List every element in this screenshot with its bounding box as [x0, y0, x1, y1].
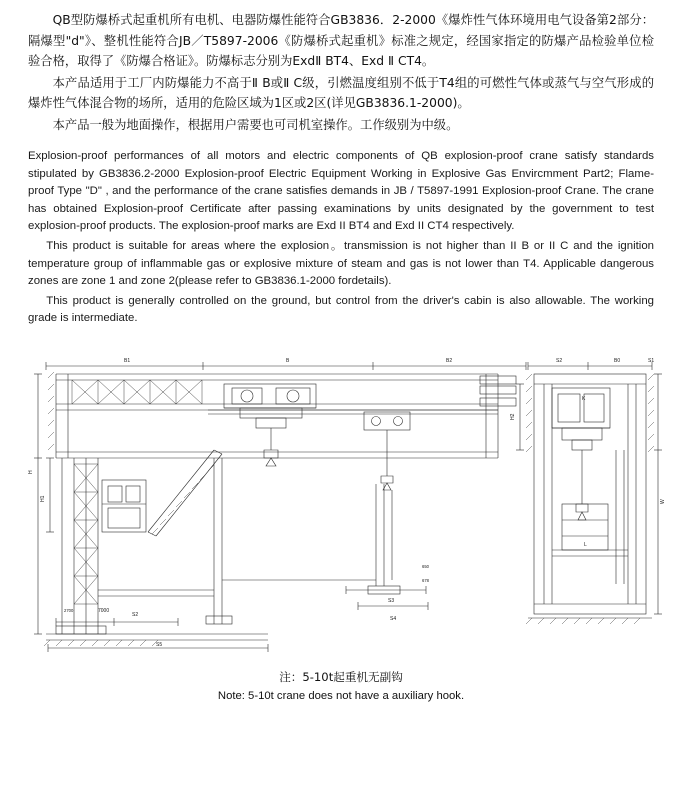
crane-drawing-svg — [28, 354, 666, 654]
label-B2: B2 — [446, 357, 453, 364]
label-S2-top: S2 — [556, 357, 563, 364]
label-S3: S3 — [388, 597, 395, 604]
label-B0: B0 — [614, 357, 621, 364]
figure-note — [28, 668, 654, 706]
label-B1: B1 — [124, 357, 131, 364]
label-S5: S5 — [156, 641, 163, 648]
chinese-text-block — [28, 10, 654, 135]
english-paragraph-3: This product is generally controlled on the ground, but control from the driver's cabin is also allowable. The working grade is intermediate. — [28, 294, 654, 325]
label-678: 678 — [422, 577, 429, 583]
label-2700: 2700 — [64, 607, 74, 613]
english-text-block — [28, 148, 654, 328]
label-B: B — [286, 357, 290, 364]
note-english: Note: 5-10t crane does not have a auxiliary hook. — [217, 689, 465, 702]
english-paragraph-2: This product is suitable for areas where the explosion。transmission is not higher than II B or II C and the ignition temperature group of inflammable gas or explosive mixture of steam and gas is not lower than T4. Applicable dangerous zones are zone 1 and zone 2(please refer to GB3836.1-2000 fordetails). — [28, 239, 654, 288]
label-H2: H2 — [510, 413, 516, 420]
label-L: L — [584, 541, 587, 548]
figure-dimension-labels — [28, 358, 666, 648]
label-W: W — [660, 499, 666, 504]
chinese-paragraph-2: 本产品适用于工厂内防爆能力不高于Ⅱ B或Ⅱ C级，引燃温度组别不低于T4组的可燃性气体或蒸气与空气形成的爆炸性气体混合物的场所，适用的危险区域为1区或2区(详见GB3836.1-2000)。 — [28, 75, 654, 110]
label-S4: S4 — [390, 615, 397, 622]
label-K: K — [582, 395, 586, 402]
english-paragraph-1: Explosion-proof performances of all motors and electric components of QB explosion-proof crane satisfy standards stipulated by GB3836.2-2000 Explosion-proof Electric Equipment Working in Explosive Gas Envircmment Part2; Flame-proof Type "D" , and the performance of the crane satisfies demands in JB / T5897-1991 Explosion-proof Crane. The crane has obtained Explosion-proof Certificate after passing examinations by units designated by the government to test explosion-proof products. The explosion-proof marks are Exd II BT4 and Exd II CT4 respectively. — [28, 150, 654, 233]
crane-outline-figure — [28, 354, 666, 654]
note-chinese: 注：5-10t起重机无副钩 — [279, 669, 403, 684]
chinese-paragraph-1: QB型防爆桥式起重机所有电机、电器防爆性能符合GB3836．2-2000《爆炸性气体环境用电气设备第2部分：隔爆型"d"》、整机性能符合JB／T5897-2006《防爆桥式起重机》标准之规定，经国家指定的防爆产品检验单位检验合格，取得了《防爆合格证》。防爆标志分别为ExdⅡ BT4、Exd Ⅱ CT4。 — [28, 13, 654, 68]
label-S2: S2 — [132, 611, 139, 618]
chinese-paragraph-3: 本产品一般为地面操作，根据用户需要也可司机室操作。工作级别为中级。 — [52, 117, 459, 132]
label-S1: S1 — [648, 357, 655, 364]
label-7000: 7000 — [98, 607, 110, 614]
label-H: H — [28, 470, 34, 474]
label-650: 650 — [422, 563, 429, 569]
label-H1: H1 — [40, 495, 46, 502]
